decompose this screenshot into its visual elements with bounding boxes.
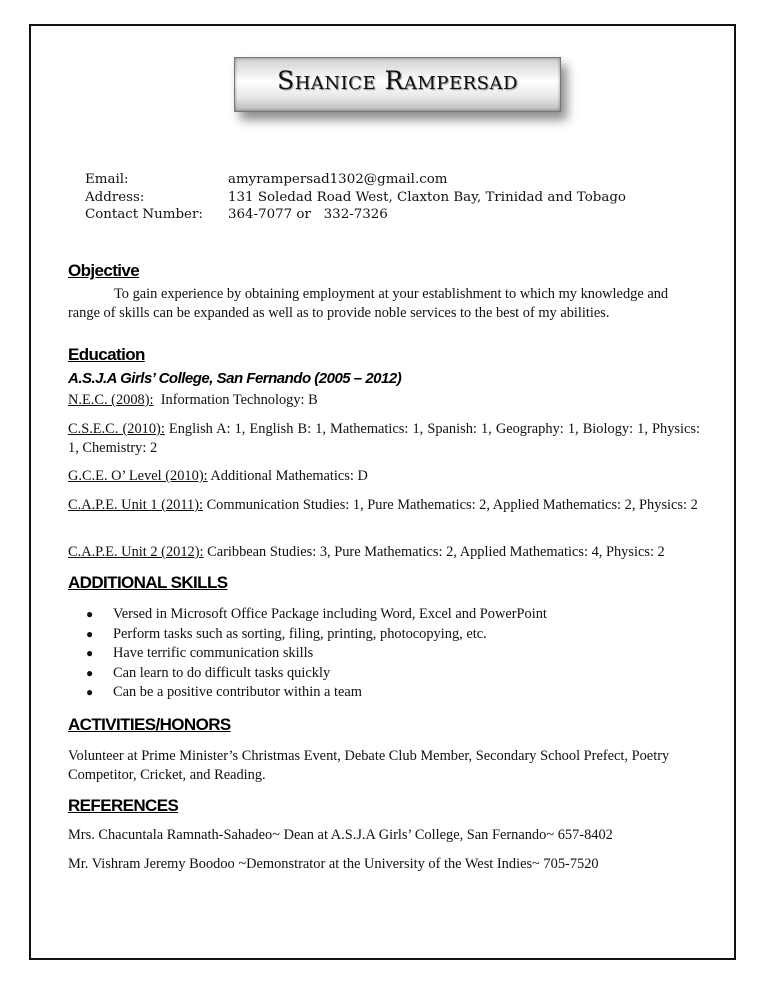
bullet-icon: ● [86, 607, 94, 621]
bullet-icon: ● [86, 685, 94, 699]
objective-heading: Objective [68, 261, 140, 280]
activities-text: Volunteer at Prime Minister’s Christmas Event, Debate Club Member, Secondary School Prefect, Poetry Competitor, Cricket, and Reading. [68, 748, 670, 783]
skills-list [86, 605, 547, 703]
education-entry [68, 467, 700, 486]
entry-label: G.C.E. O’ Level (2010): [68, 468, 208, 484]
entry-text: English A: 1, English B: 1, Mathematics: 1, Spanish: 1, Geography: 1, Biology: 1, Physics: 1, Chemistry: 2 [68, 421, 700, 456]
contact-info [85, 171, 626, 224]
bullet-icon: ● [86, 646, 94, 660]
address-label: Address: [85, 189, 145, 205]
entry-label: N.E.C. (2008): [68, 392, 154, 408]
list-item: ● Can be a positive contributor within a team [86, 683, 547, 703]
list-item: ● Versed in Microsoft Office Package including Word, Excel and PowerPoint [86, 605, 547, 625]
education-entry [68, 420, 700, 458]
phone-value: 364-7077 or 332-7326 [228, 207, 388, 222]
skills-heading: ADDITIONAL SKILLS [68, 573, 228, 592]
reference-item: Mrs. Chacuntala Ramnath-Sahadeo~ Dean at A.S.J.A Girls’ College, San Fernando~ 657-8402 [68, 827, 613, 843]
education-heading: Education [68, 345, 145, 364]
entry-text: Caribbean Studies: 3, Pure Mathematics: 2, Applied Mathematics: 4, Physics: 2 [203, 544, 665, 560]
address-value: 131 Soledad Road West, Claxton Bay, Trinidad and Tobago [228, 189, 626, 205]
entry-text: Additional Mathematics: D [207, 468, 368, 484]
entry-label: C.A.P.E. Unit 2 (2012): [68, 544, 204, 560]
page-border [29, 24, 736, 960]
education-entry [68, 496, 700, 515]
email-value: amyrampersad1302@gmail.com [228, 172, 448, 187]
entry-text: Information Technology: B [153, 392, 318, 408]
entry-label: C.S.E.C. (2010): [68, 421, 165, 437]
entry-label: C.A.P.E. Unit 1 (2011): [68, 497, 203, 513]
applicant-name: Shanice Rampersad [277, 66, 518, 95]
references-heading: REFERENCES [68, 796, 179, 815]
education-entry [68, 391, 700, 410]
email-label: Email: [85, 172, 129, 187]
school-heading: A.S.J.A Girls’ College, San Fernando (2005 – 2012) [68, 370, 402, 387]
list-item: ● Can learn to do difficult tasks quickly [86, 664, 547, 684]
name-banner [234, 57, 561, 112]
list-item: ● Perform tasks such as sorting, filing, printing, photocopying, etc. [86, 625, 547, 645]
list-item: ● Have terrific communication skills [86, 644, 547, 664]
activities-heading: ACTIVITIES/HONORS [68, 715, 231, 734]
objective-text: To gain experience by obtaining employment at your establishment to which my knowledge and range of skills can be expanded as well as to provide noble services to the best of my abilities. [68, 286, 669, 321]
phone-label: Contact Number: [85, 207, 203, 222]
reference-item: Mr. Vishram Jeremy Boodoo ~Demonstrator at the University of the West Indies~ 705-7520 [68, 856, 599, 872]
bullet-icon: ● [86, 626, 94, 641]
entry-text: Communication Studies: 1, Pure Mathematics: 2, Applied Mathematics: 2, Physics: 2 [202, 497, 698, 513]
education-entry [68, 543, 700, 562]
bullet-icon: ● [86, 665, 94, 680]
